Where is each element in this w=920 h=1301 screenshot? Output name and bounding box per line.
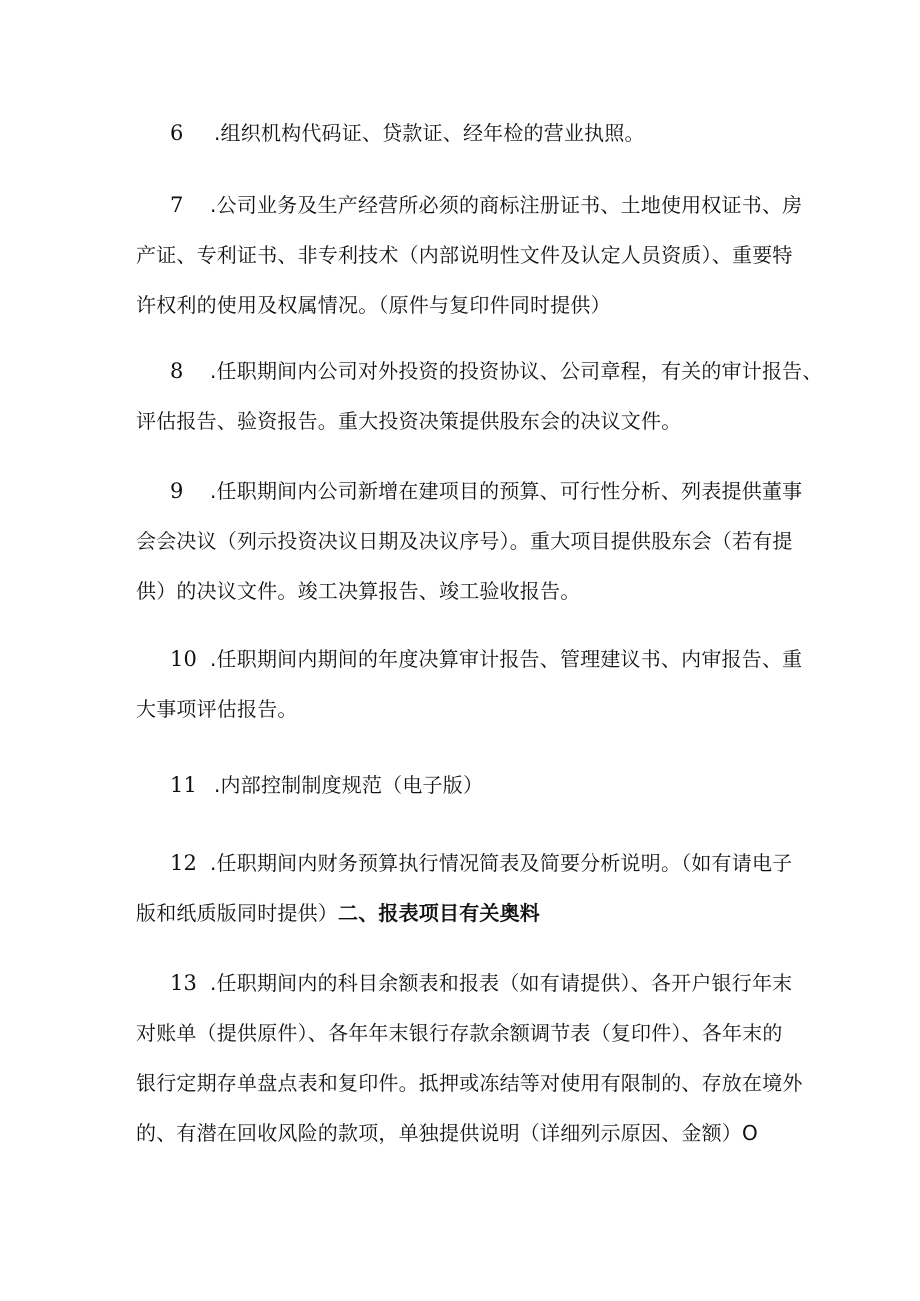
item-number: 9 xyxy=(170,479,184,503)
list-item-11 xyxy=(136,760,796,810)
item-number: 10 xyxy=(170,647,198,671)
item-line xyxy=(136,958,796,1008)
section-heading: 二、报表项目有关奥料 xyxy=(338,901,540,925)
item-text: .内部控制制度规范（电子版） xyxy=(214,773,484,797)
list-item-7 xyxy=(136,180,803,330)
item-line: 评估报告、验资报告。重大投资决策提供股东会的决议文件。 xyxy=(136,409,682,433)
item-line xyxy=(136,888,796,938)
item-text: .公司业务及生产经营所必须的商标注册证书、土地使用权证书、房 xyxy=(210,193,803,217)
item-number: 7 xyxy=(170,193,184,217)
item-line: 对账单（提供原件）、各年年末银行存款余额调节表（复印件）、各年末的 xyxy=(136,1021,783,1045)
item-text: .任职期间内期间的年度决算审计报告、管理建议书、内审报告、重 xyxy=(210,647,803,671)
list-item-8 xyxy=(136,346,823,446)
list-item-9 xyxy=(136,466,803,616)
item-number: 6 xyxy=(170,121,184,145)
item-line: 银行定期存单盘点表和复印件。抵押或冻结等对使用有限制的、存放在境外 xyxy=(136,1071,803,1095)
item-line xyxy=(136,838,796,888)
list-item-6 xyxy=(136,108,796,158)
list-item-13 xyxy=(136,958,803,1158)
item-line xyxy=(136,634,803,684)
item-line: 的、有潜在回收风险的款项，单独提供说明（详细列示原因、金额）O xyxy=(136,1121,758,1145)
item-line: 许权利的使用及权属情况。（原件与复印件同时提供） xyxy=(136,293,611,317)
item-line xyxy=(136,466,803,516)
item-number: 8 xyxy=(170,359,184,383)
item-text: .组织机构代码证、贷款证、经年检的营业执照。 xyxy=(214,121,645,145)
item-line: 大事项评估报告。 xyxy=(136,697,298,721)
item-line xyxy=(136,346,823,396)
item-number: 13 xyxy=(170,971,198,995)
item-line xyxy=(136,760,796,810)
item-line xyxy=(136,108,796,158)
item-text: .任职期间内公司新增在建项目的预算、可行性分析、列表提供董事 xyxy=(210,479,803,503)
item-line: 会会决议（列示投资决议日期及决议序号）。重大项目提供股东会（若有提 xyxy=(136,529,793,553)
item-text: .任职期间内的科目余额表和报表（如有请提供）、各开户银行年末 xyxy=(210,971,793,995)
list-item-10 xyxy=(136,634,803,734)
list-item-12 xyxy=(136,838,796,938)
item-text: 版和纸质版同时提供） xyxy=(136,901,338,925)
item-number: 12 xyxy=(170,851,198,875)
item-line xyxy=(136,180,803,230)
item-line: 供）的决议文件。竣工决算报告、竣工验收报告。 xyxy=(136,579,581,603)
item-number: 11 xyxy=(170,773,198,797)
item-line: 产证、专利证书、非专利技术（内部说明性文件及认定人员资质）、重要特 xyxy=(136,243,793,267)
item-text: .任职期间内公司对外投资的投资协议、公司章程，有关的审计报告、 xyxy=(210,359,823,383)
item-text: .任职期间内财务预算执行情况简表及简要分析说明。（如有请电子 xyxy=(210,851,793,875)
